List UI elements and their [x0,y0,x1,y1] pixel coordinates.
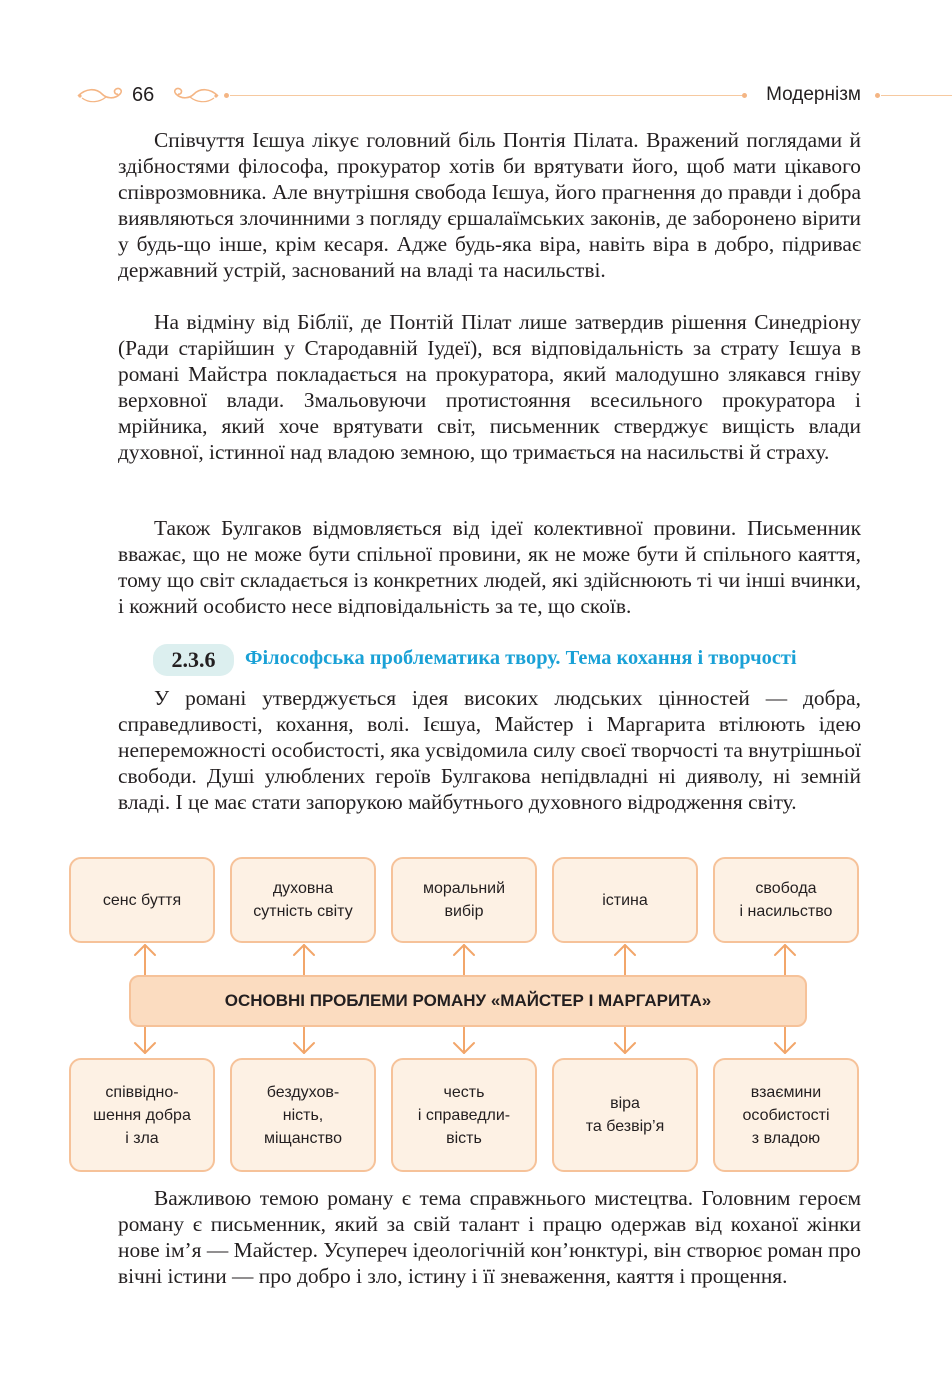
arrow-up-icon [615,945,635,975]
problem-box-bottom: віра та безвір’я [552,1058,698,1172]
problem-box-bottom: бездухов- ність, міщанство [230,1058,376,1172]
arrow-up-icon [775,945,795,975]
problem-box-bottom: взаємини особистості з владою [713,1058,859,1172]
paragraph: Важливою темою роману є тема справжнього мистецтва. Головним героєм роману є письменник, який за свій талант і працю одержав від коханої жінки нове ім’я — Майстер. Усупереч ідеологічній кон’юнктурі, він створює роман про вічні істини — про добро і зло, істину і її зневаження, каяття і прощення. [118,1186,861,1288]
section-title: Модернізм [766,84,861,105]
paragraph: У романі утверджується ідея високих людських цінностей — добра, справедливості, кохання, волі. Ієшуа, Майстер і Маргарита втілюють ідею непереможності особистості, яка усвідомила силу своєї творчості та внутрішньої свободи. Душі улюблених героїв Булгакова непідвладні ні дияволу, ні земній владі. І це має стати запорукою майбутнього духовного відродження світу. [118,686,861,814]
arrow-down-icon [454,1027,474,1053]
problem-box-top: духовна сутність світу [230,857,376,943]
arrow-down-icon [135,1027,155,1053]
problem-box-top: свобода і насильство [713,857,859,943]
subsection-title: Філософська проблематика твору. Тема кохання і творчості [245,647,797,669]
arrow-up-icon [135,945,155,975]
central-problem-box: ОСНОВНІ ПРОБЛЕМИ РОМАНУ «МАЙСТЕР І МАРГАРИТА» [129,975,807,1027]
arrow-down-icon [294,1027,314,1053]
arrow-down-icon [615,1027,635,1053]
arrow-down-icon [775,1027,795,1053]
problem-box-top: сенс буття [69,857,215,943]
subsection-number: 2.3.6 [153,644,234,676]
paragraph: На відміну від Біблії, де Понтій Пілат лише затвердив рішення Синедріону (Ради старійшин у Стародавній Іудеї), вся відповідальність за страту Ієшуа в романі Майстра покладається на прокуратора, який малодушно злякався гніву верховної влади. Змальовуючи протистояння всесильного прокуратора і мрійника, який хоче врятувати світ, письменник стверджує вищість влади духовної, істинної над владою земною, що тримається на насильстві й страху. [118,310,861,464]
paragraph: Співчуття Ієшуа лікує головний біль Понтія Пілата. Вражений поглядами й здібностями філософа, прокуратор хотів би врятувати його, щоб мати цікавого співрозмовника. Але внутрішня свобода Ієшуа, його прагнення до правди і добра виявляються злочинними з погляду єршалаїмських законів, де заборонено вірити у будь-що інше, крім кесаря. Адже будь-яка віра, навіть віра в добро, підриває державний устрій, заснований на владі та насильстві. [118,128,861,282]
paragraph: Також Булгаков відмовляється від ідеї колективної провини. Письменник вважає, що не може бути спільної провини, як не може бути й спільного каяття, тому що світ складається із конкретних людей, які здійснюють ті чи інші вчинки, і кожний особисто несе відповідальність за те, що скоїв. [118,516,861,618]
problem-box-bottom: честь і справедли- вість [391,1058,537,1172]
problem-box-bottom: співвідно- шення добра і зла [69,1058,215,1172]
problem-box-top: істина [552,857,698,943]
problem-box-top: моральний вибір [391,857,537,943]
arrow-up-icon [454,945,474,975]
page-number: 66 [132,84,155,106]
arrow-up-icon [294,945,314,975]
